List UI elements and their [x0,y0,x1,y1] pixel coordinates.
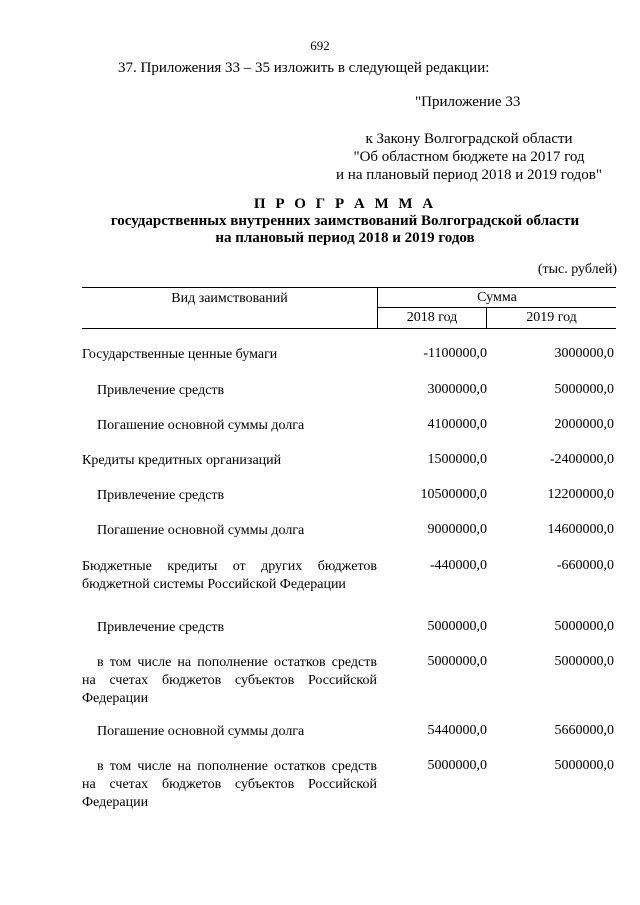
row-value-2018: -440000,0 [429,558,487,573]
row-name: Государственные ценные бумаги [82,347,278,362]
row-name: Привлечение средств [97,488,225,503]
unit-label: (тыс. рублей) [537,262,617,277]
row-value-2018: -1100000,0 [423,346,487,361]
amendment-item-text: 37. Приложения 33 – 35 изложить в следующей редакции: [118,60,490,76]
row-value-2018: 5440000,0 [427,723,487,738]
header-sum: Сумма [477,290,517,305]
program-subtitle [0,213,640,247]
row-value-2018: 5000000,0 [427,654,487,669]
law-reference-line2: "Об областном бюджете на 2017 год [353,149,585,165]
row-value-2018: 5000000,0 [427,619,487,634]
law-reference-line1: к Закону Волгоградской области [365,131,573,147]
row-value-2018: 10500000,0 [420,487,487,502]
header-sum-underline [377,307,616,308]
header-bottom-line [82,328,616,329]
row-name: Привлечение средств [97,383,225,398]
page-number: 692 [310,38,330,53]
row-name: Привлечение средств [97,620,225,635]
law-reference-line3: и на плановый период 2018 и 2019 годов" [336,167,602,183]
row-name: Бюджетные кредиты от других бюджетов бюджетной системы Российской Федерации [82,559,377,592]
program-title: П Р О Г Р А М М А [253,196,437,212]
row-value-2019: -2400000,0 [549,452,614,467]
row-value-2019: -660000,0 [556,558,614,573]
program-subtitle-line2: на плановый период 2018 и 2019 годов [215,230,475,246]
row-name: Погашение основной суммы долга [97,523,305,538]
row-value-2019: 5000000,0 [554,758,614,773]
row-name: в том числе на пополнение остатков средств на счетах бюджетов субъектов Российской Федерации [82,759,377,810]
row-value-2019: 12200000,0 [547,487,614,502]
row-value-2018: 9000000,0 [427,522,487,537]
row-value-2018: 1500000,0 [427,452,487,467]
row-name: в том числе на пополнение остатков средств на счетах бюджетов субъектов Российской Федерации [82,655,377,706]
law-reference [336,130,602,184]
row-value-2019: 5660000,0 [554,723,614,738]
row-value-2018: 5000000,0 [427,758,487,773]
row-name: Погашение основной суммы долга [97,418,305,433]
row-value-2019: 3000000,0 [554,346,614,361]
appendix-label: "Приложение 33 [415,94,521,110]
row-value-2018: 3000000,0 [427,382,487,397]
header-2018: 2018 год [406,310,458,325]
row-name: Кредиты кредитных организаций [82,453,282,468]
header-2019: 2019 год [526,310,577,325]
header-top-line [82,287,616,288]
row-value-2019: 5000000,0 [554,654,614,669]
row-value-2019: 2000000,0 [554,417,614,432]
row-name: Погашение основной суммы долга [97,724,305,739]
row-value-2019: 5000000,0 [554,382,614,397]
header-type: Вид заимствований [171,291,288,306]
row-value-2019: 5000000,0 [554,619,614,634]
program-subtitle-line1: государственных внутренних заимствований Волгоградской области [110,213,580,229]
row-value-2018: 4100000,0 [427,417,487,432]
row-value-2019: 14600000,0 [547,522,614,537]
